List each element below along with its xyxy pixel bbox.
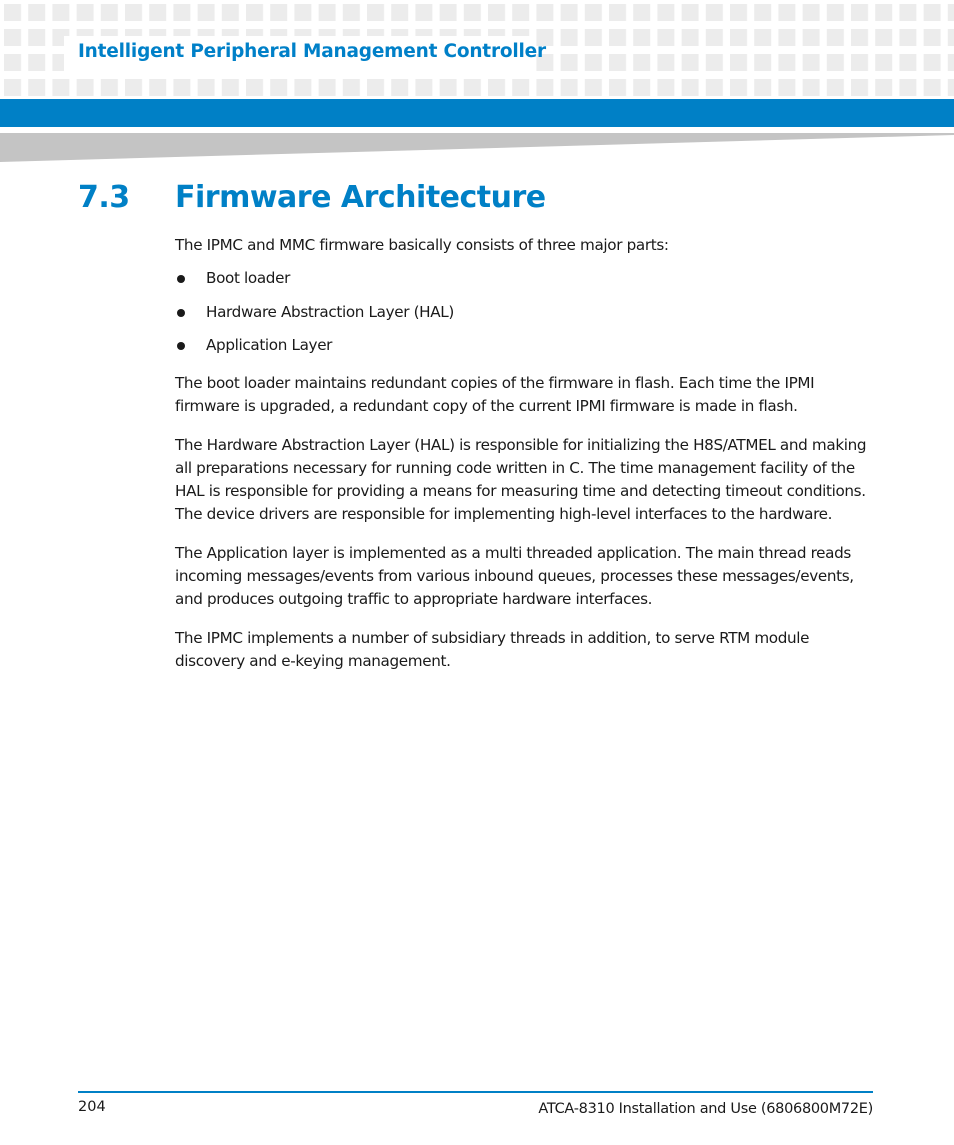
section-title: Firmware Architecture (175, 180, 546, 215)
bullet-list (175, 267, 875, 357)
bullet-icon (177, 342, 185, 350)
list-item (175, 301, 875, 324)
body-content (175, 234, 875, 689)
header-grey-wedge (0, 131, 954, 163)
running-header-title: Intelligent Peripheral Management Controller (78, 41, 546, 62)
header-blue-band (0, 99, 954, 127)
paragraph-boot-loader: The boot loader maintains redundant copies of the firmware in flash. Each time the IPMI firmware is upgraded, a redundant copy of the current IPMI firmware is made in flash. (175, 374, 815, 415)
paragraph-subsidiary-threads: The IPMC implements a number of subsidiary threads in addition, to serve RTM module discovery and e-keying management. (175, 629, 810, 670)
list-item-text: Hardware Abstraction Layer (HAL) (206, 302, 454, 321)
footer-rule (78, 1091, 873, 1093)
list-item (175, 267, 875, 290)
page-number: 204 (78, 1099, 106, 1115)
list-item-text: Boot loader (206, 269, 290, 287)
list-item-text: Application Layer (206, 336, 333, 354)
section-heading (78, 180, 546, 215)
footer-document-title: ATCA-8310 Installation and Use (6806800M72E) (538, 1101, 873, 1117)
paragraph-application-layer: The Application layer is implemented as a multi threaded application. The main thread reads incoming messages/events from various inbound queues, processes these messages/events, and produces outgoing traffic to appropriate hardware interfaces. (175, 544, 854, 608)
list-item (175, 334, 875, 357)
bullet-icon (177, 275, 185, 283)
paragraph-hal: The Hardware Abstraction Layer (HAL) is responsible for initializing the H8S/ATMEL and making all preparations necessary for running code written in C. The time management facility of the HAL is responsible for providing a means for measuring time and detecting timeout conditions. The device drivers are responsible for implementing high-level interfaces to the hardware. (175, 436, 867, 523)
intro-paragraph: The IPMC and MMC firmware basically consists of three major parts: (175, 236, 669, 254)
section-number: 7.3 (78, 180, 130, 215)
bullet-icon (177, 309, 185, 317)
